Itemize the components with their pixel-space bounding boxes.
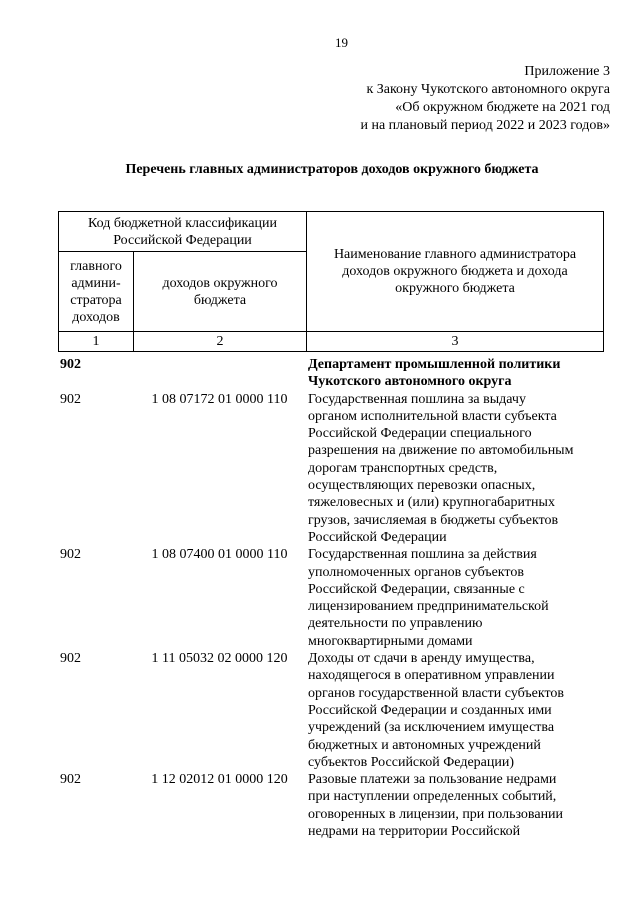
header-group-cell: [59, 212, 307, 252]
revenue-name: [306, 771, 603, 840]
admin-code: 902: [60, 651, 81, 667]
revenue-name: [306, 650, 603, 771]
revenue-name-line: находящегося в оперативном управлении: [308, 668, 555, 684]
revenue-name-line: Доходы от сдачи в аренду имущества,: [308, 651, 535, 667]
revenue-code: 1 08 07400 01 0000 110: [151, 547, 288, 563]
revenue-name-line: грузов, зачисляемая в бюджеты субъектов: [308, 512, 559, 528]
header-admin-line: админи-: [71, 275, 121, 291]
admin-code: 902: [60, 547, 81, 563]
revenue-name-line: разрешения на движение по автомобильным: [308, 443, 574, 459]
revenue-name-line: при наступлении определенных событий,: [308, 789, 557, 805]
column-number-3: 3: [307, 332, 604, 352]
header-name-line: доходов окружного бюджета и дохода: [342, 264, 568, 279]
revenue-name-line: тяжеловесных и (или) крупногабаритных: [308, 495, 555, 511]
page-number: 19: [335, 35, 348, 50]
revenue-name-line: деятельности по управлению: [308, 616, 483, 632]
header-admin-cell: [59, 252, 134, 332]
header-admin-line: главного: [70, 258, 122, 274]
revenue-code: 1 12 02012 01 0000 120: [151, 772, 288, 788]
admin-code: 902: [60, 772, 81, 788]
appendix-line: и на плановый период 2022 и 2023 годов»: [360, 118, 610, 133]
revenue-name-line: Государственная пошлина за выдачу: [308, 391, 526, 407]
revenue-name-line: Российской Федерации: [308, 529, 447, 545]
revenue-name-line: уполномоченных органов субъектов: [308, 564, 524, 580]
table-row: [58, 356, 603, 391]
revenue-name-line: органом исполнительной власти субъекта: [308, 408, 557, 424]
admin-code: 902: [60, 391, 81, 407]
table-body: [58, 356, 603, 840]
revenue-name-line: многоквартирными домами: [308, 633, 473, 649]
table-row: [58, 546, 603, 650]
appendix-line: «Об окружном бюджете на 2021 год: [395, 100, 610, 115]
revenue-code: 1 08 07172 01 0000 110: [151, 391, 288, 407]
revenue-name-line: органов государственной власти субъектов: [308, 685, 565, 701]
document-title: Перечень главных администраторов доходов окружного бюджета: [125, 162, 539, 177]
header-name-cell: [307, 212, 604, 332]
revenue-name-line: осуществляющих перевозки опасных,: [308, 478, 536, 494]
header-admin-line: стратора: [70, 292, 122, 308]
revenue-name-line: Чукотского автономного округа: [308, 374, 512, 390]
revenue-name-line: учреждений (за исключением имущества: [308, 720, 555, 736]
table-header: [58, 211, 604, 352]
revenue-code: 1 11 05032 02 0000 120: [151, 651, 288, 667]
admin-code: 902: [60, 357, 81, 372]
header-name-line: Наименование главного администратора: [333, 247, 577, 262]
table-row: [58, 650, 603, 771]
header-group-line: Российской Федерации: [113, 232, 252, 248]
revenue-name: [306, 356, 603, 391]
revenue-name: [306, 391, 603, 547]
revenue-name-line: лицензированием предпринимательской: [308, 599, 549, 615]
header-code-line: бюджета: [193, 292, 247, 308]
revenue-name-line: бюджетных и автономных учреждений: [308, 737, 541, 753]
revenue-name-line: Российской Федерации и созданных ими: [308, 702, 552, 718]
column-number-2: 2: [134, 332, 307, 352]
appendix-caption: [360, 63, 610, 135]
header-code-line: доходов окружного: [162, 275, 278, 291]
header-name-line: окружного бюджета: [395, 281, 515, 296]
table-row: [58, 771, 603, 840]
appendix-line: к Закону Чукотского автономного округа: [366, 82, 610, 97]
revenue-name: [306, 546, 603, 650]
appendix-line: Приложение 3: [524, 64, 610, 79]
revenue-name-line: Департамент промышленной политики: [308, 357, 561, 372]
revenue-name-line: Российской Федерации, связанные с: [308, 581, 525, 597]
revenue-name-line: Государственная пошлина за действия: [308, 547, 537, 563]
table-row: [58, 391, 603, 547]
revenue-code: [133, 356, 306, 391]
column-number-1: 1: [59, 332, 134, 352]
revenue-name-line: Разовые платежи за пользование недрами: [308, 772, 557, 788]
revenue-name-line: субъектов Российской Федерации): [308, 754, 515, 770]
revenue-name-line: недрами на территории Российской: [308, 824, 521, 840]
header-group-line: Код бюджетной классификации: [88, 215, 277, 231]
header-code-cell: [134, 252, 307, 332]
header-admin-line: доходов: [72, 309, 120, 325]
revenue-name-line: Российской Федерации специального: [308, 426, 532, 442]
revenue-name-line: дорогам транспортных средств,: [308, 460, 498, 476]
revenue-name-line: оговоренных в лицензии, при пользовании: [308, 806, 564, 822]
